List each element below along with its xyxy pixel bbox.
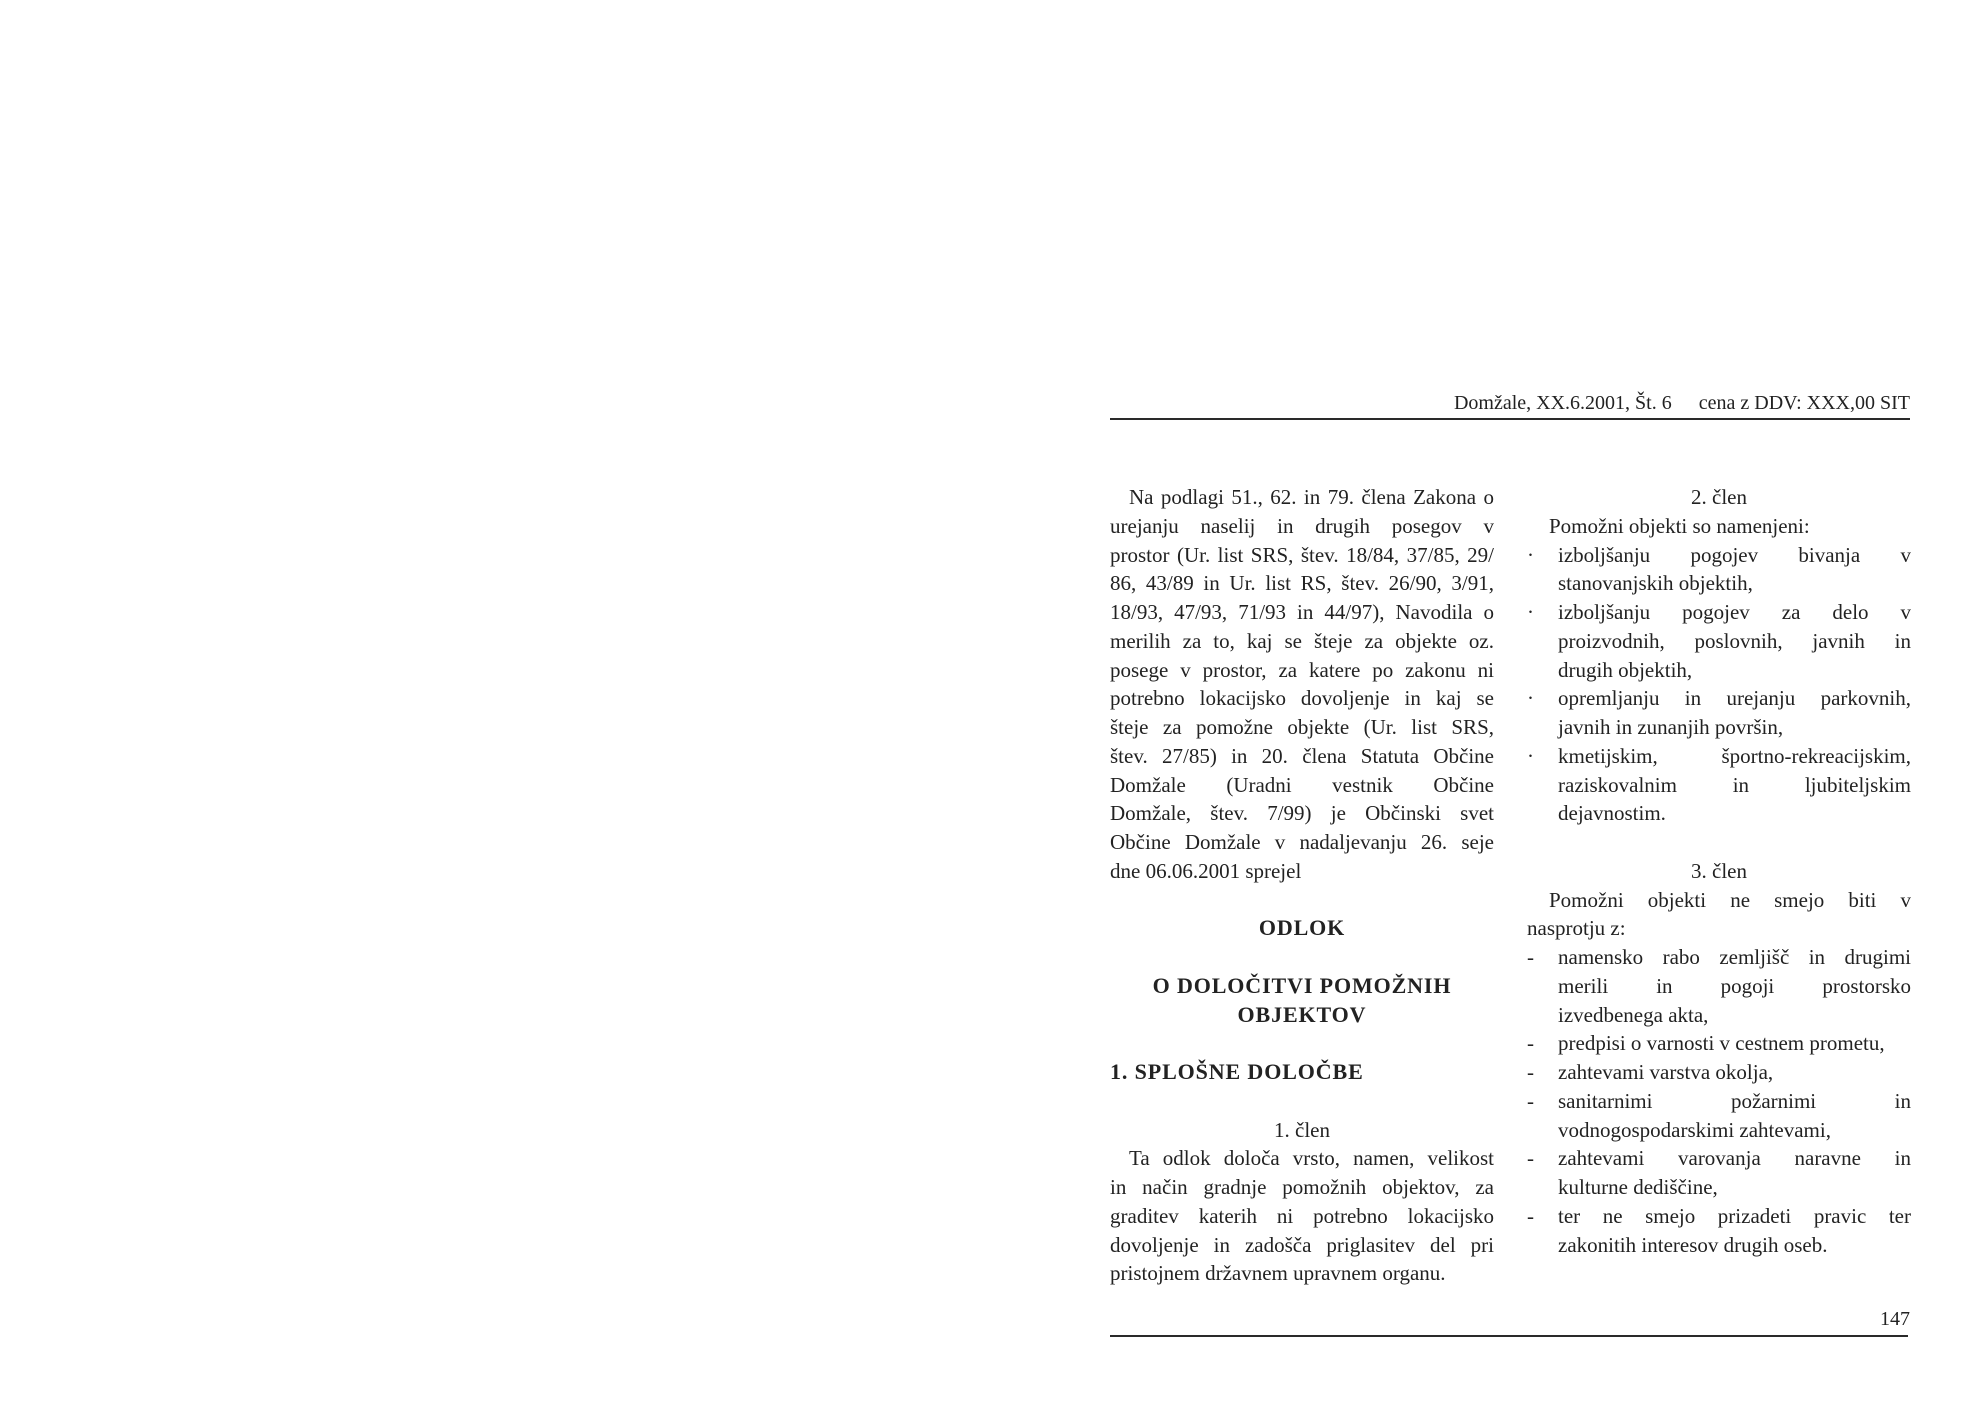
right-column xyxy=(1527,483,1911,1259)
article-text xyxy=(1110,1144,1494,1288)
preamble-line: posege v prostor, za katere po zakonu ni xyxy=(1110,657,1494,682)
price-info: cena z DDV: XXX,00 SIT xyxy=(1698,392,1910,414)
preamble-line: Občine Domžale v nadaljevanju 26. seje xyxy=(1110,830,1494,854)
list-marker: - xyxy=(1527,945,1534,969)
list-marker: - xyxy=(1527,1060,1534,1084)
article-intro xyxy=(1527,512,1911,541)
preamble-line: Domžale, štev. 7/99) je Občinski svet xyxy=(1110,801,1494,826)
preamble-line: potrebno lokacijsko dovoljenje in kaj se xyxy=(1110,686,1494,711)
footer-rule xyxy=(1110,1335,1908,1337)
running-header xyxy=(1110,391,1910,415)
list-item-line: javnih in zunanjih površin, xyxy=(1558,715,1784,739)
list-marker: - xyxy=(1527,1031,1534,1056)
list-item xyxy=(1527,742,1911,828)
list-item-line: raziskovalnim in ljubiteljskim xyxy=(1558,772,1911,797)
article-intro-line: Pomožni objekti ne smejo biti v xyxy=(1549,887,1911,912)
preamble-line: 18/93, 47/93, 71/93 in 44/97), Navodila o xyxy=(1110,600,1494,624)
list-marker: · xyxy=(1527,686,1534,711)
list-item-text xyxy=(1558,684,1911,742)
article-heading: 3. člen xyxy=(1691,858,1747,883)
list-item-line: kmetijskim, športno-rekreacijskim, xyxy=(1558,743,1911,768)
preamble-line: 86, 43/89 in Ur. list RS, štev. 26/90, 3/91, xyxy=(1110,571,1494,596)
article-list xyxy=(1527,943,1911,1259)
list-item-text xyxy=(1558,541,1911,599)
list-marker: · xyxy=(1527,542,1534,567)
list-item xyxy=(1527,943,1911,1029)
list-item-line: ter ne smejo prizadeti pravic ter xyxy=(1558,1203,1911,1228)
subtitle-line: O DOLOČITVI POMOŽNIH xyxy=(1152,972,1452,998)
list-item-line: izvedbenega akta, xyxy=(1558,1002,1709,1027)
decision-title: ODLOK xyxy=(1258,915,1346,941)
preamble-line: Domžale (Uradni vestnik Občine xyxy=(1110,772,1494,797)
issue-info: Domžale, XX.6.2001, Št. 6 xyxy=(1453,392,1672,414)
list-item-line: namensko rabo zemljišč in drugimi xyxy=(1558,945,1911,969)
preamble-line: merilih za to, kaj se šteje za objekte oz. xyxy=(1110,628,1494,653)
list-marker: · xyxy=(1527,743,1534,768)
list-item-line: merili in pogoji prostorsko xyxy=(1558,973,1911,998)
list-item-line: zahtevami varovanja naravne in xyxy=(1558,1146,1911,1171)
list-item-line: izboljšanju pogojev za delo v xyxy=(1558,600,1911,624)
list-item-text xyxy=(1558,1058,1911,1087)
list-item-line: proizvodnih, poslovnih, javnih in xyxy=(1558,628,1911,653)
list-item-line: predpisi o varnosti v cestnem prometu, xyxy=(1558,1031,1885,1056)
list-marker: · xyxy=(1527,600,1534,624)
list-item-text xyxy=(1558,742,1911,828)
preamble-line: šteje za pomožne objekte (Ur. list SRS, xyxy=(1110,715,1494,739)
article-intro xyxy=(1527,886,1911,944)
list-item-line: vodnogospodarskimi zahtevami, xyxy=(1558,1117,1831,1142)
decision-subtitle xyxy=(1110,972,1494,1030)
section-heading: 1. SPLOŠNE DOLOČBE xyxy=(1110,1059,1364,1084)
list-item xyxy=(1527,598,1911,684)
article-text-line: pristojnem državnem upravnem organu. xyxy=(1110,1261,1446,1286)
preamble-line: štev. 27/85) in 20. člena Statuta Občine xyxy=(1110,743,1494,768)
list-item-line: izboljšanju pogojev bivanja v xyxy=(1558,542,1911,567)
list-item-text xyxy=(1558,1029,1911,1058)
header-rule xyxy=(1110,418,1910,420)
article-heading: 1. člen xyxy=(1274,1117,1330,1142)
list-item-line: zahtevami varstva okolja, xyxy=(1558,1060,1774,1084)
article-intro-line: nasprotju z: xyxy=(1527,916,1626,941)
list-marker: - xyxy=(1527,1203,1534,1228)
article-text-line: dovoljenje in zadošča priglasitev del pri xyxy=(1110,1232,1494,1257)
list-item-line: drugih objektih, xyxy=(1558,657,1693,682)
list-item-text xyxy=(1558,943,1911,1029)
left-column xyxy=(1110,483,1494,1288)
list-item-text xyxy=(1558,598,1911,684)
article-text-line: in način gradnje pomožnih objektov, za xyxy=(1110,1175,1494,1199)
article-intro-line: Pomožni objekti so namenjeni: xyxy=(1549,513,1810,538)
list-item xyxy=(1527,1058,1911,1087)
list-item xyxy=(1527,684,1911,742)
article-text-line: graditev katerih ni potrebno lokacijsko xyxy=(1110,1203,1494,1228)
preamble-line: dne 06.06.2001 sprejel xyxy=(1110,858,1302,883)
list-item xyxy=(1527,1144,1911,1202)
preamble-line: urejanju naselij in drugih posegov v xyxy=(1110,513,1494,538)
list-marker: - xyxy=(1527,1088,1534,1113)
list-item-text xyxy=(1558,1202,1911,1260)
list-item-text xyxy=(1558,1144,1911,1202)
preamble-line: Na podlagi 51., 62. in 79. člena Zakona o xyxy=(1129,485,1494,509)
subtitle-line: OBJEKTOV xyxy=(1237,1001,1367,1027)
page-number: 147 xyxy=(1880,1308,1910,1330)
list-item-line: dejavnostim. xyxy=(1558,801,1666,826)
list-item-line: stanovanjskih objektih, xyxy=(1558,571,1753,596)
list-marker: - xyxy=(1527,1146,1534,1171)
list-item xyxy=(1527,1029,1911,1058)
list-item-line: sanitarnimi požarnimi in xyxy=(1558,1088,1911,1113)
list-item-text xyxy=(1558,1087,1911,1145)
list-item xyxy=(1527,1202,1911,1260)
list-item-line: kulturne dediščine, xyxy=(1558,1175,1718,1199)
list-item xyxy=(1527,1087,1911,1145)
preamble xyxy=(1110,483,1494,886)
preamble-line: prostor (Ur. list SRS, štev. 18/84, 37/85, 29/ xyxy=(1110,542,1494,567)
list-item xyxy=(1527,541,1911,599)
list-item-line: opremljanju in urejanju parkovnih, xyxy=(1558,686,1911,711)
list-item-line: zakonitih interesov drugih oseb. xyxy=(1558,1232,1828,1257)
article-text-line: Ta odlok določa vrsto, namen, velikost xyxy=(1129,1146,1494,1171)
article-heading: 2. člen xyxy=(1691,485,1747,509)
article-list xyxy=(1527,541,1911,829)
